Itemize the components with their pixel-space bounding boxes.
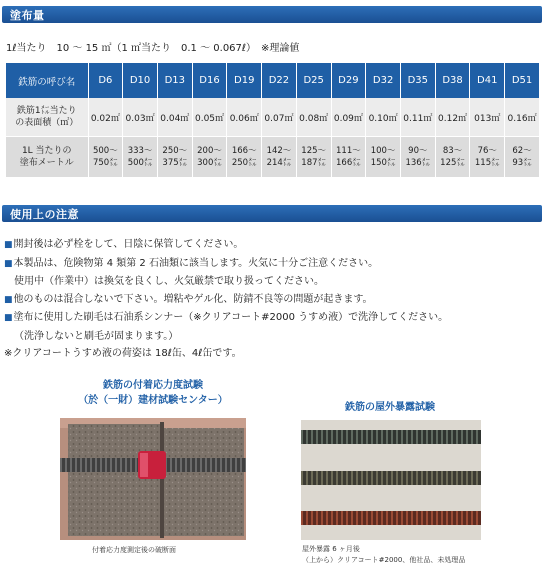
coverage-usage-line: 1ℓ当たり 10 ～ 15 ㎡（1 ㎡当たり 0.1 ～ 0.067ℓ） ※理論値 (6, 43, 300, 54)
table-cell-meters-per-liter: 111～ 166㍍ (331, 137, 366, 178)
coverage-section-bar (2, 6, 542, 23)
row-label-meters-per-liter (6, 137, 88, 178)
table-header-size: D22 (262, 63, 297, 98)
table-header-size: D51 (505, 63, 540, 98)
table-cell-surface-area: 0.12㎡ (435, 98, 470, 137)
note-item-sub: 使用中（作業中）は換気を良くし、火気厳禁で取り扱ってください。 (14, 276, 324, 287)
table-header-label: 鉄筋の呼び名 (6, 63, 88, 98)
table-cell-surface-area: 0.02㎡ (88, 98, 123, 137)
note-item: ■塗布に使用した刷毛は石油系シンナー（※クリアコート#2000 うすめ液）で洗浄してください。 (4, 312, 449, 323)
table-cell-surface-area: 0.16㎡ (505, 98, 540, 137)
table-cell-meters-per-liter: 76～ 115㍍ (470, 137, 505, 178)
note-item: ■開封後は必ず栓をして、日陰に保管してください。 (4, 239, 244, 250)
exposure-test-photo-title: 鉄筋の屋外暴露試験 (345, 402, 435, 413)
table-header-size: D10 (123, 63, 158, 98)
table-header-size: D16 (192, 63, 227, 98)
table-cell-meters-per-liter: 90～ 136㍍ (400, 137, 435, 178)
table-cell-meters-per-liter: 100～ 150㍍ (366, 137, 401, 178)
table-cell-meters-per-liter: 200～ 300㍍ (192, 137, 227, 178)
table-cell-surface-area: 0.09㎡ (331, 98, 366, 137)
table-cell-surface-area: 013㎡ (470, 98, 505, 137)
row-label-surface-area-line1: 鉄筋1㍍当たり (16, 106, 77, 116)
row-label-meters-line1: 1L 当たりの (21, 146, 72, 156)
rebar-coverage-table (6, 63, 540, 177)
caution-notes (4, 236, 448, 363)
table-cell-surface-area: 0.04㎡ (157, 98, 192, 137)
table-cell-meters-per-liter: 83～ 125㍍ (435, 137, 470, 178)
table-header-row (6, 63, 540, 98)
table-row-surface-area (6, 98, 540, 137)
table-cell-surface-area: 0.08㎡ (296, 98, 331, 137)
note-item: ■本製品は、危険物第 4 類第 2 石油類に該当します。火気に十分ご注意ください。 (4, 257, 379, 269)
table-header-size: D25 (296, 63, 331, 98)
table-cell-surface-area: 0.06㎡ (227, 98, 262, 137)
table-header-size: D13 (157, 63, 192, 98)
bullet-square-icon: ■ (4, 294, 13, 305)
note-item: ■他のものは混合しないで下さい。増粘やゲル化、防錆不良等の問題が起きます。 (4, 293, 373, 305)
bond-test-photo-title: 鉄筋の付着応力度試験 （於（一財）建材試験センター） (78, 380, 228, 406)
table-header-size: D29 (331, 63, 366, 98)
table-cell-meters-per-liter: 250～ 375㍍ (157, 137, 192, 178)
table-cell-surface-area: 0.05㎡ (192, 98, 227, 137)
table-header-size: D41 (470, 63, 505, 98)
bond-test-caption: 付着応力度測定後の破断面 (92, 546, 176, 554)
table-cell-surface-area: 0.11㎡ (400, 98, 435, 137)
table-header-size: D35 (400, 63, 435, 98)
table-cell-surface-area: 0.07㎡ (262, 98, 297, 137)
exposure-test-photo (301, 420, 481, 540)
table-header-size: D6 (88, 63, 123, 98)
table-header-size: D38 (435, 63, 470, 98)
table-cell-meters-per-liter: 166～ 250㍍ (227, 137, 262, 178)
table-cell-meters-per-liter: 500～ 750㍍ (88, 137, 123, 178)
coverage-section-title: 塗布量 (10, 9, 45, 22)
bullet-square-icon: ■ (4, 313, 13, 323)
bullet-square-icon: ■ (4, 240, 13, 250)
caution-section-bar (2, 205, 542, 222)
caution-section-title: 使用上の注意 (10, 208, 79, 221)
bullet-square-icon: ■ (4, 258, 13, 269)
note-footnote: ※クリアコートうすめ液の荷姿は 18ℓ缶、4ℓ缶です。 (4, 348, 242, 359)
table-header-size: D19 (227, 63, 262, 98)
exposure-test-caption: 屋外暴露 6 ヶ月後 （上から）クリアコート#2000、他社品、未処理品 (302, 545, 466, 564)
table-cell-meters-per-liter: 62～ 93㍍ (505, 137, 540, 178)
table-cell-surface-area: 0.03㎡ (123, 98, 158, 137)
note-item-sub: （洗浄しないと刷毛が固まります。） (14, 330, 179, 342)
bond-test-photo (60, 418, 246, 540)
table-header-size: D32 (366, 63, 401, 98)
table-row-meters-per-liter (6, 137, 540, 178)
table-cell-meters-per-liter: 125～ 187㍍ (296, 137, 331, 178)
row-label-surface-area-line2: の表面積（㎡） (15, 118, 79, 128)
table-cell-meters-per-liter: 142～ 214㍍ (262, 137, 297, 178)
table-cell-surface-area: 0.10㎡ (366, 98, 401, 137)
row-label-surface-area (6, 98, 88, 137)
row-label-meters-line2: 塗布メートル (19, 158, 74, 168)
table-cell-meters-per-liter: 333～ 500㍍ (123, 137, 158, 178)
